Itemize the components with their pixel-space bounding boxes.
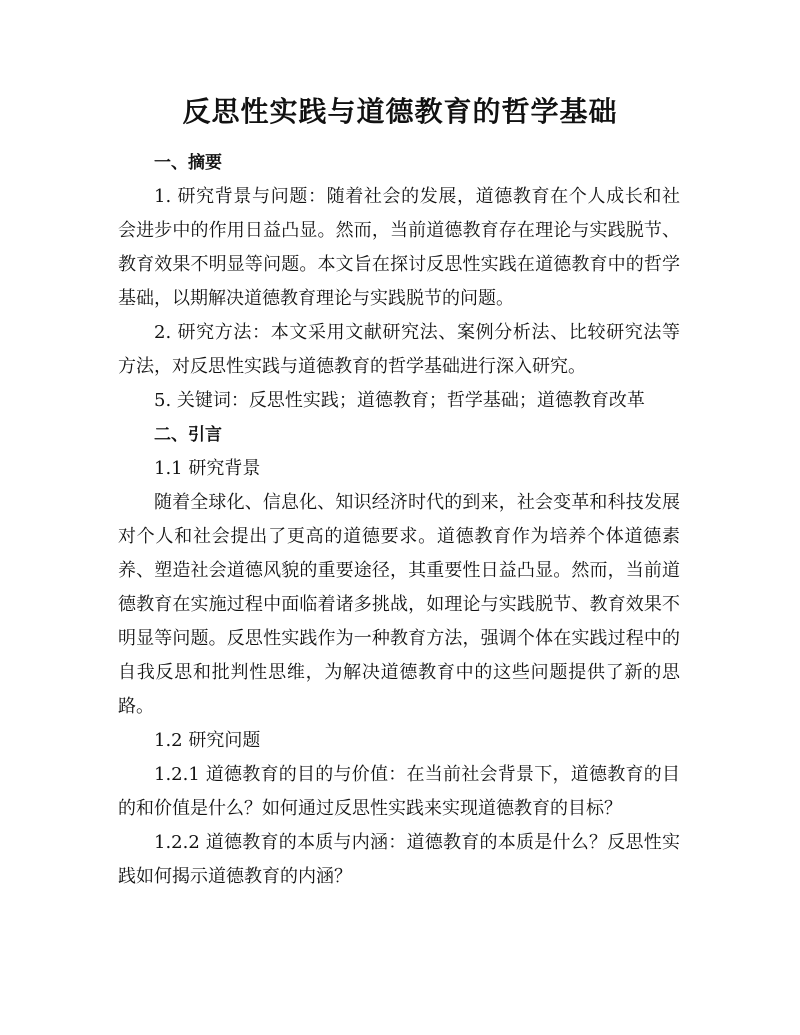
abstract-keywords-paragraph: 5. 关键词：反思性实践；道德教育；哲学基础；道德教育改革 [154,390,645,411]
section-heading-introduction: 二、引言 [154,425,222,445]
document-title: 反思性实践与道德教育的哲学基础 [182,95,618,128]
subsection-heading-questions: 1.2 研究问题 [154,730,261,751]
background-paragraph: 随着全球化、信息化、知识经济时代的到来，社会变革和科技发展对个人和社会提出了更高的道德要求。道德教育作为培养个体道德素养、塑造社会道德风貌的重要途径，其重要性日益凸显。然而，当前道德教育在实施过程中面临着诸多挑战，如理论与实践脱节、教育效果不明显等问题。反思性实践作为一种教育方法，强调个体在实践过程中的自我反思和批判性思维，为解决道德教育中的这些问题提供了新的思路。 [118,492,680,717]
abstract-background-paragraph: 1. 研究背景与问题：随着社会的发展，道德教育在个人成长和社会进步中的作用日益凸显。然而，当前道德教育存在理论与实践脱节、教育效果不明显等问题。本文旨在探讨反思性实践在道德教育中的哲学基础，以期解决道德教育理论与实践脱节的问题。 [118,186,680,309]
question-2-paragraph: 1.2.2 道德教育的本质与内涵：道德教育的本质是什么？反思性实践如何揭示道德教育的内涵？ [118,832,680,887]
abstract-methods-paragraph: 2. 研究方法：本文采用文献研究法、案例分析法、比较研究法等方法，对反思性实践与道德教育的哲学基础进行深入研究。 [118,322,680,377]
section-heading-abstract: 一、摘要 [154,153,222,173]
subsection-heading-background: 1.1 研究背景 [154,458,261,479]
document-body [118,146,680,894]
question-1-paragraph: 1.2.1 道德教育的目的与价值：在当前社会背景下，道德教育的目的和价值是什么？如何通过反思性实践来实现道德教育的目标？ [118,764,680,819]
